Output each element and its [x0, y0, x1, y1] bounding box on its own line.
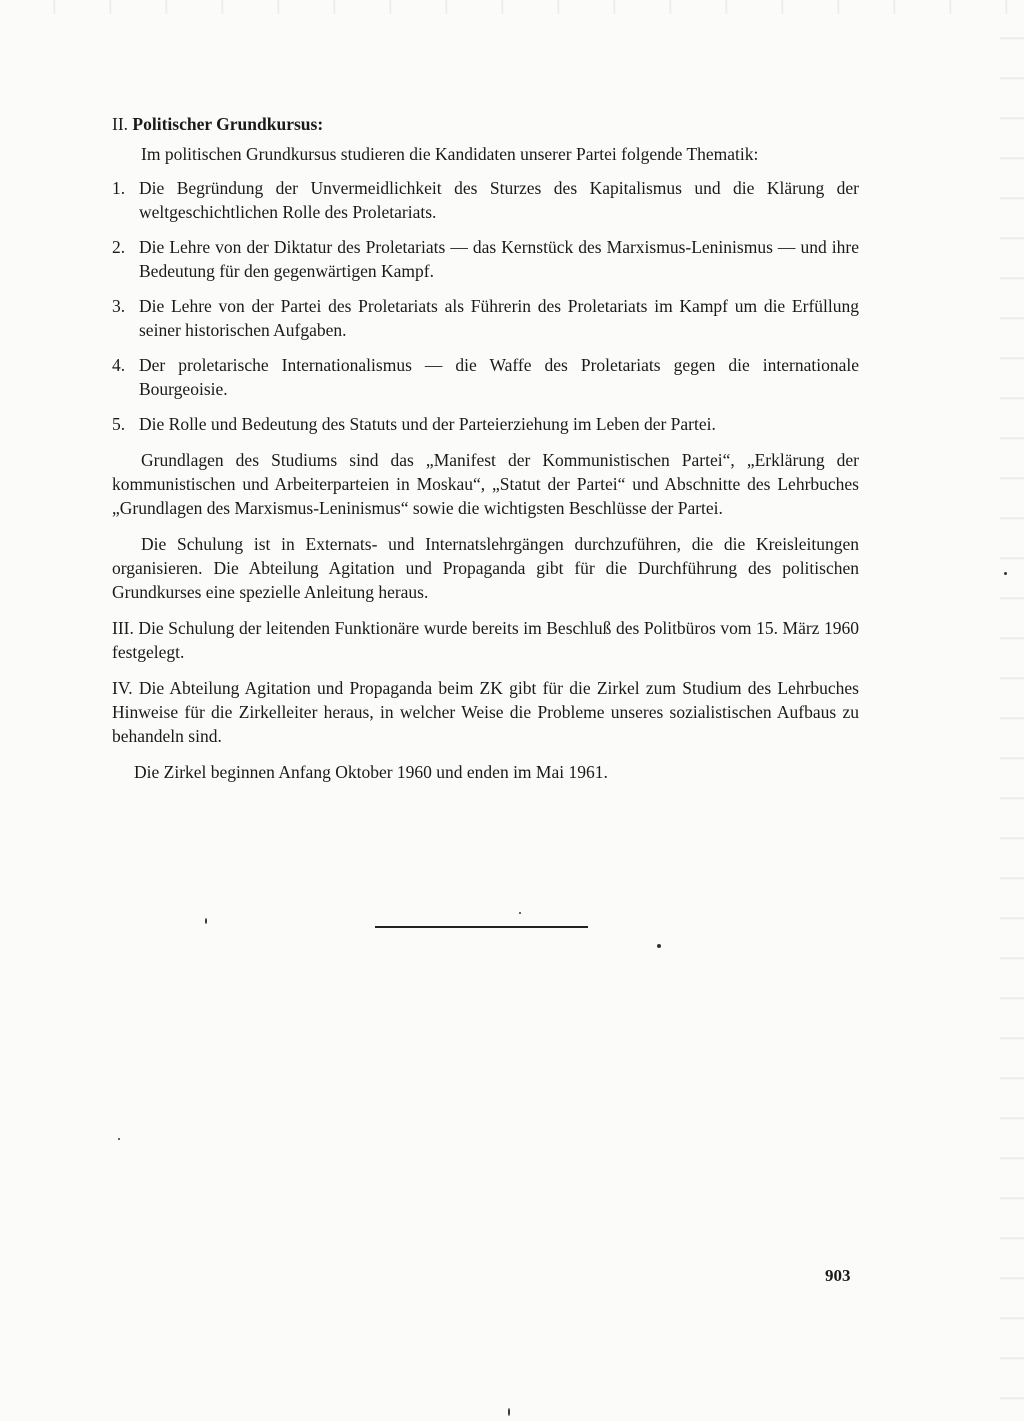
theses-list: [112, 176, 859, 436]
scan-speck: [519, 912, 521, 914]
section-ii-intro: Im politischen Grundkursus studieren die Kandidaten unserer Partei folgende Thematik:: [141, 144, 759, 164]
scan-top-edge: [0, 0, 1024, 14]
closing-paragraph: Die Zirkel beginnen Anfang Oktober 1960 und enden im Mai 1961.: [134, 762, 608, 782]
page-content: [112, 112, 859, 784]
section-iv-paragraph: IV. Die Abteilung Agitation und Propaganda beim ZK gibt für die Zirkel zum Studium des Lehrbuches Hinweise für die Zirkelleiter heraus, in welcher Weise die Probleme unseres sozialistischen Aufbaus zu behandeln sind.: [112, 678, 859, 746]
section-ii-heading: [112, 112, 859, 136]
list-item-text: Der proletarische Internationalismus — die Waffe des Proletariats gegen die internationale Bourgeoisie.: [139, 355, 859, 399]
scan-speck: [118, 1138, 120, 1140]
section-ii-title: Politischer Grundkursus:: [132, 114, 324, 134]
list-item: [112, 412, 859, 436]
list-item-text: Die Rolle und Bedeutung des Statuts und der Parteierziehung im Leben der Partei.: [139, 414, 716, 434]
end-rule: [375, 926, 588, 928]
scan-speck: [657, 944, 661, 948]
scan-speck: [1004, 572, 1007, 575]
page-number: 903: [825, 1266, 851, 1285]
list-item-marker: 1.: [112, 178, 126, 198]
section-ii-number: II.: [112, 114, 129, 134]
list-item-text: Die Lehre von der Diktatur des Proletariats — das Kernstück des Marxismus-Leninismus — und ihre Bedeutung für den gegenwärtigen Kampf.: [139, 237, 859, 281]
list-item-marker: 3.: [112, 296, 126, 316]
scan-speck: [508, 1408, 510, 1416]
list-item-marker: 2.: [112, 237, 126, 257]
list-item: [112, 294, 859, 342]
study-basis-paragraph: Grundlagen des Studiums sind das „Manifest der Kommunistischen Partei“, „Erklärung der kommunistischen und Arbeiterparteien in Moskau“, „Statut der Partei“ und Abschnitte des Lehrbuches „Grundlagen des Marxismus-Leninismus“ sowie die wichtigsten Beschlüsse der Partei.: [112, 450, 859, 518]
list-item-text: Die Lehre von der Partei des Proletariats als Führerin des Proletariats im Kampf um die Erfüllung seiner historischen Aufgaben.: [139, 296, 859, 340]
scan-speck: [205, 918, 207, 924]
training-paragraph: Die Schulung ist in Externats- und Internatslehrgängen durchzuführen, die die Kreisleitungen organisieren. Die Abteilung Agitation und Propaganda gibt für die Durchführung des politischen Grundkurses eine spezielle Anleitung heraus.: [112, 534, 859, 602]
list-item-text: Die Begründung der Unvermeidlichkeit des Sturzes des Kapitalismus und die Klärung der weltgeschichtlichen Rolle des Proletariats.: [139, 178, 859, 222]
list-item: [112, 176, 859, 224]
list-item-marker: 5.: [112, 414, 126, 434]
section-iii-paragraph: III. Die Schulung der leitenden Funktionäre wurde bereits im Beschluß des Politbüros vom 15. März 1960 festgelegt.: [112, 618, 859, 662]
list-item-marker: 4.: [112, 355, 126, 375]
scan-right-edge: [1000, 0, 1024, 1421]
list-item: [112, 235, 859, 283]
list-item: [112, 353, 859, 401]
